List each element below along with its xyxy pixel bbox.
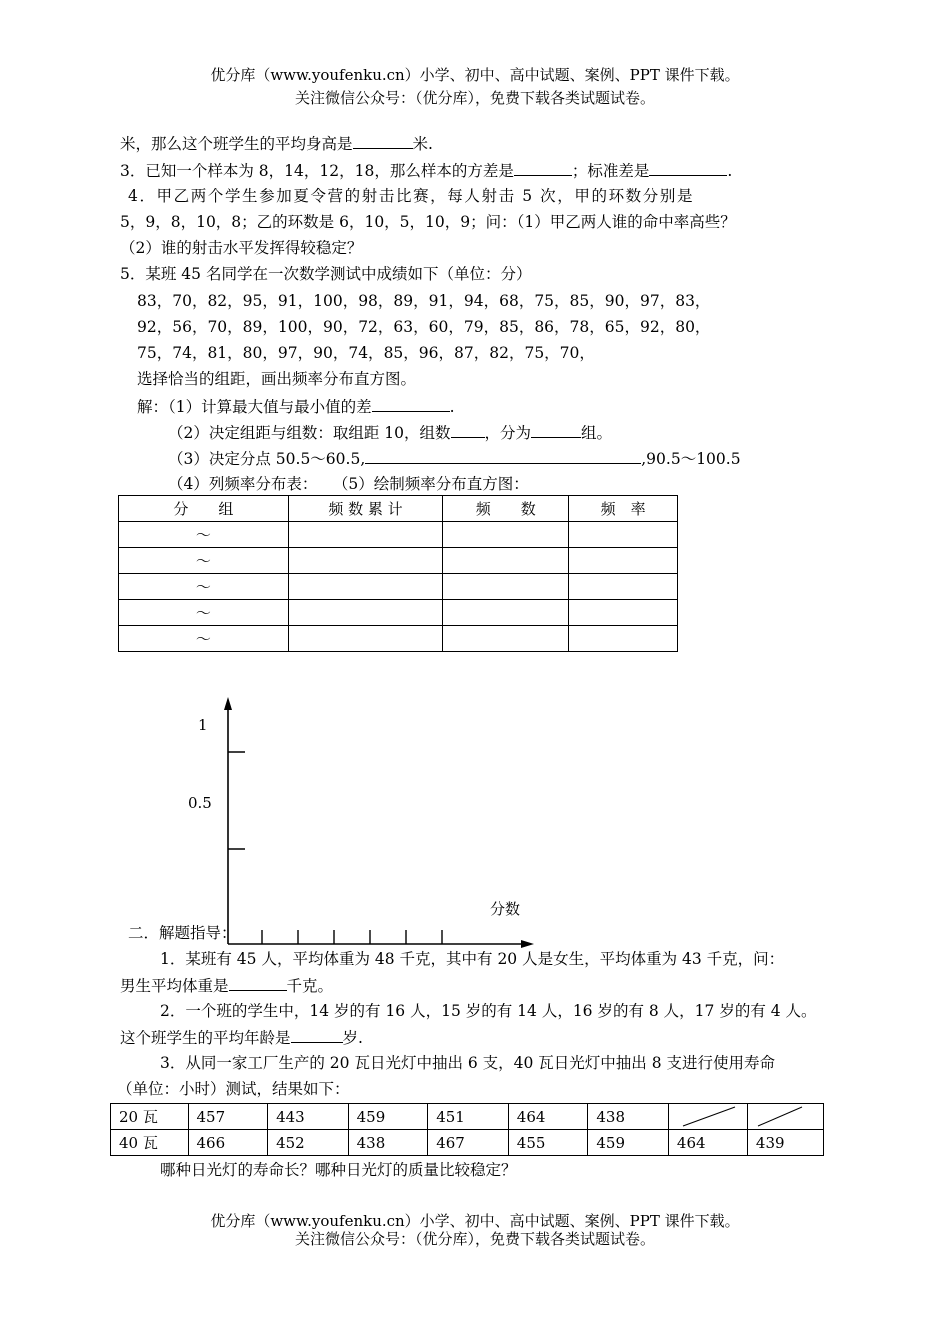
problem-2-line-2: 这个班学生的平均年龄是 岁.: [120, 1029, 363, 1047]
value-cell: 443: [268, 1104, 349, 1130]
problem-2-line-1: 2．一个班的学生中，14 岁的有 16 人，15 岁的有 14 人，16 岁的有 8 人，17 岁的有 4 人。: [160, 1002, 817, 1020]
value-cell: 439: [747, 1130, 823, 1156]
group-cell[interactable]: ～: [119, 600, 289, 626]
solution-step-1: 解：（1）计算最大值与最小值的差 .: [137, 398, 455, 416]
value-cell: 459: [588, 1130, 669, 1156]
instruction: 选择恰当的组距，画出频率分布直方图。: [137, 370, 417, 388]
value-cell: 438: [588, 1104, 669, 1130]
empty-slash-cell: [668, 1104, 747, 1130]
value-cell: 464: [668, 1130, 747, 1156]
y-tick-label-0.5: 0.5: [188, 794, 212, 812]
value-cell: 457: [188, 1104, 268, 1130]
header-cumulative: 频 数 累 计: [288, 496, 443, 522]
slash-icon: [669, 1104, 747, 1129]
table-row-40w: [111, 1130, 824, 1156]
section-2-title: 二．解题指导：: [128, 924, 237, 942]
solution-step-2: （2）决定组距与组数：取组距 10，组数 ，分为 组。: [168, 424, 613, 442]
label-cell: 40 瓦: [111, 1130, 189, 1156]
lifespan-table: [110, 1103, 824, 1156]
group-cell[interactable]: ～: [119, 626, 289, 652]
group-cell[interactable]: ～: [119, 574, 289, 600]
label-cell: 20 瓦: [111, 1104, 189, 1130]
question-4-line-1: 4．甲乙两个学生参加夏令营的射击比赛，每人射击 5 次，甲的环数分别是: [128, 187, 695, 205]
value-cell: 455: [508, 1130, 588, 1156]
value-cell: 464: [508, 1104, 588, 1130]
y-tick-label-1: 1: [198, 716, 208, 734]
question-3: 3．已知一个样本为 8，14，12，18，那么样本的方差是 ；标准差是 .: [120, 162, 733, 180]
footer-line-1: 优分库（www.youfenku.cn）小学、初中、高中试题、案例、PPT 课件下载。: [210, 1212, 740, 1230]
problem-3-line-2: （单位：小时）测试，结果如下：: [117, 1080, 350, 1098]
table-row-20w: [111, 1104, 824, 1130]
header-frequency: 频 数: [443, 496, 569, 522]
value-cell: 451: [428, 1104, 509, 1130]
q2-tail: 米，那么这个班学生的平均身高是 米.: [120, 135, 433, 153]
male-weight-blank[interactable]: [229, 975, 287, 991]
solution-step-4-5: （4）列频率分布表： （5）绘制频率分布直方图：: [168, 475, 529, 493]
problem-1-line-1: 1．某班有 45 人，平均体重为 48 千克，其中有 20 人是女生，平均体重为 43 千克，问：: [160, 950, 785, 968]
question-4-line-3: （2）谁的射击水平发挥得较稳定？: [120, 239, 363, 257]
avg-age-blank[interactable]: [291, 1027, 343, 1043]
value-cell: 452: [268, 1130, 349, 1156]
value-cell: 438: [348, 1130, 428, 1156]
solution-step-3: （3）决定分点 50.5～60.5, ,90.5～100.5: [168, 450, 741, 468]
y-axis-arrow: [224, 697, 232, 710]
header-rate: 频 率: [569, 496, 678, 522]
x-axis-arrow: [521, 940, 534, 948]
final-question: 哪种日光灯的寿命长？哪种日光灯的质量比较稳定？: [160, 1161, 517, 1179]
scores-line-2: 92，56，70，89，100，90，72，63，60，79，85，86，78，65，92，80，: [137, 318, 711, 336]
value-cell: 459: [348, 1104, 428, 1130]
header-line-2: 关注微信公众号：（优分库），免费下载各类试题试卷。: [294, 89, 655, 107]
slash-icon: [748, 1104, 823, 1129]
question-5-title: 5．某班 45 名同学在一次数学测试中成绩如下（单位：分）: [120, 265, 532, 283]
header-group: 分 组: [119, 496, 289, 522]
footer-line-2: 关注微信公众号：（优分库），免费下载各类试题试卷。: [294, 1230, 655, 1248]
problem-1-line-2: 男生平均体重是 千克。: [120, 977, 334, 995]
question-4-line-2: 5，9，8，10，8；乙的环数是 6，10，5，10，9；问：（1）甲乙两人谁的命中率高些？: [120, 213, 736, 231]
scores-line-1: 83，70，82，95，91，100，98，89，91，94，68，75，85，90，97，83，: [137, 292, 711, 310]
empty-slash-cell: [747, 1104, 823, 1130]
x-axis-label: 分数: [490, 900, 521, 918]
value-cell: 466: [188, 1130, 268, 1156]
value-cell: 467: [428, 1130, 509, 1156]
header-line-1: 优分库（www.youfenku.cn）小学、初中、高中试题、案例、PPT 课件下载。: [210, 66, 740, 84]
problem-3-line-1: 3．从同一家工厂生产的 20 瓦日光灯中抽出 6 支，40 瓦日光灯中抽出 8 支进行使用寿命: [160, 1054, 776, 1072]
group-cell[interactable]: ～: [119, 548, 289, 574]
group-cell[interactable]: ～: [119, 522, 289, 548]
scores-line-3: 75，74，81，80，97，90，74，85，96，87，82，75，70，: [137, 344, 595, 362]
